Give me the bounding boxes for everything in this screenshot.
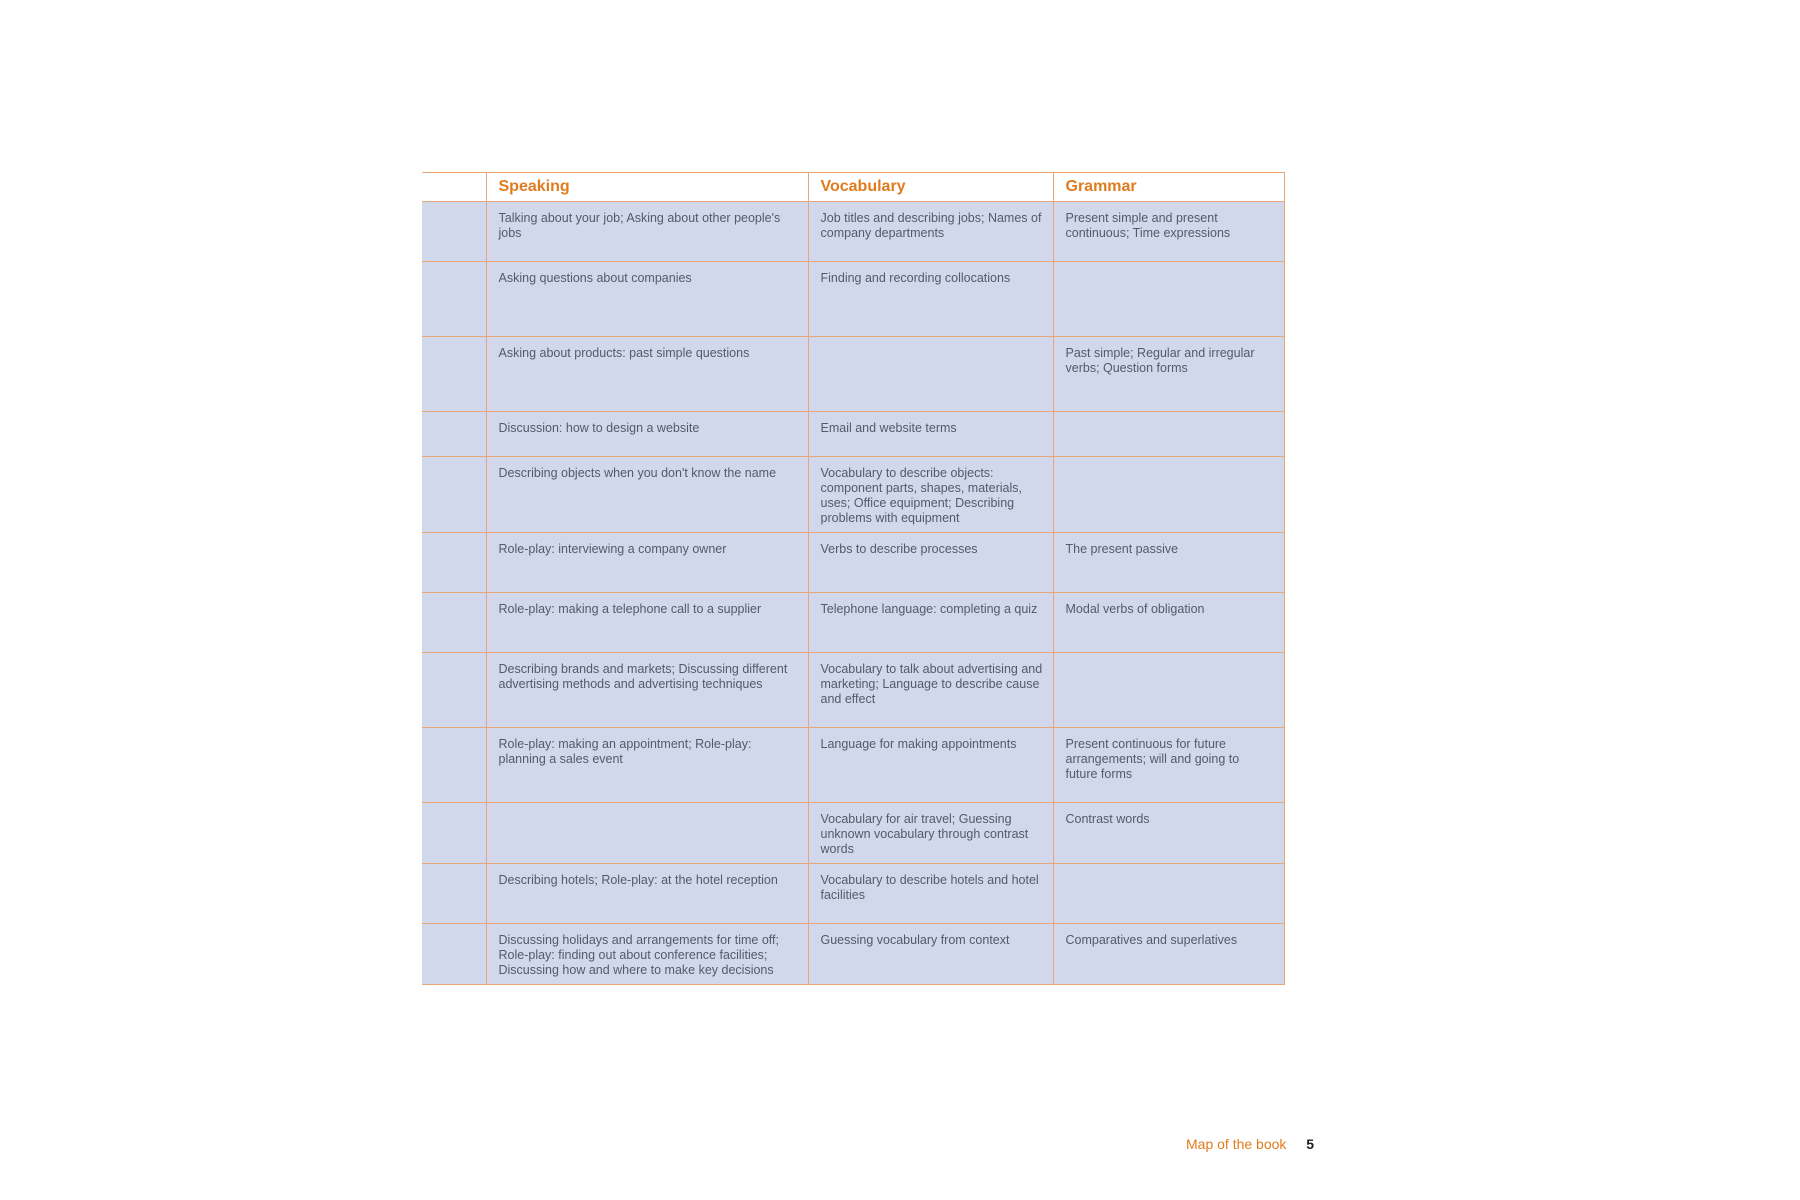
grammar-cell: Present simple and present continuous; Time expressions: [1053, 202, 1284, 262]
vocabulary-cell: Finding and recording collocations: [808, 262, 1053, 337]
vocabulary-cell: Vocabulary for air travel; Guessing unknown vocabulary through contrast words: [808, 803, 1053, 864]
header-row: [422, 173, 1284, 202]
grammar-cell: [1053, 653, 1284, 728]
vocabulary-cell: Vocabulary to describe objects: component parts, shapes, materials, uses; Office equipment; Describing problems with equipment: [808, 457, 1053, 533]
speaking-cell: Talking about your job; Asking about other people's jobs: [486, 202, 808, 262]
grammar-cell: Comparatives and superlatives: [1053, 924, 1284, 985]
unit-cell: [422, 533, 486, 593]
speaking-cell: Discussion: how to design a website: [486, 412, 808, 457]
grammar-cell: [1053, 457, 1284, 533]
speaking-cell: Asking questions about companies: [486, 262, 808, 337]
unit-cell: [422, 337, 486, 412]
vocabulary-cell: Job titles and describing jobs; Names of company departments: [808, 202, 1053, 262]
grammar-cell: [1053, 412, 1284, 457]
unit-header: [422, 173, 486, 202]
speaking-cell: Discussing holidays and arrangements for time off; Role-play: finding out about conference facilities; Discussing how and where to make key decisions: [486, 924, 808, 985]
vocabulary-cell: [808, 337, 1053, 412]
unit-cell: [422, 924, 486, 985]
unit-cell: [422, 457, 486, 533]
table-row: [422, 803, 1284, 864]
unit-cell: [422, 593, 486, 653]
grammar-cell: The present passive: [1053, 533, 1284, 593]
table-row: [422, 262, 1284, 337]
speaking-cell: Role-play: making an appointment; Role-play: planning a sales event: [486, 728, 808, 803]
grammar-cell: [1053, 728, 1284, 803]
speaking-cell: Role-play: interviewing a company owner: [486, 533, 808, 593]
vocabulary-cell: Verbs to describe processes: [808, 533, 1053, 593]
speaking-cell: Asking about products: past simple questions: [486, 337, 808, 412]
speaking-cell: Describing hotels; Role-play: at the hotel reception: [486, 864, 808, 924]
grammar-text: Present continuous for future arrangements; will and going to future forms: [1065, 737, 1240, 781]
unit-cell: [422, 728, 486, 803]
speaking-cell: [486, 803, 808, 864]
vocabulary-cell: Vocabulary to talk about advertising and marketing; Language to describe cause and effect: [808, 653, 1053, 728]
table-row: [422, 728, 1284, 803]
speaking-cell: Describing objects when you don't know the name: [486, 457, 808, 533]
grammar-cell: Contrast words: [1053, 803, 1284, 864]
table-row: [422, 457, 1284, 533]
vocabulary-cell: Language for making appointments: [808, 728, 1053, 803]
footer-label: Map of the book: [1186, 1136, 1287, 1152]
unit-cell: [422, 262, 486, 337]
table-row: [422, 337, 1284, 412]
vocabulary-cell: Vocabulary to describe hotels and hotel facilities: [808, 864, 1053, 924]
unit-cell: [422, 803, 486, 864]
page-footer: [1186, 1136, 1314, 1156]
grammar-cell: [1053, 864, 1284, 924]
speaking-cell: Role-play: making a telephone call to a supplier: [486, 593, 808, 653]
grammar-cell: Modal verbs of obligation: [1053, 593, 1284, 653]
unit-cell: [422, 864, 486, 924]
unit-cell: [422, 202, 486, 262]
table-row: [422, 202, 1284, 262]
grammar-cell: Past simple; Regular and irregular verbs; Question forms: [1053, 337, 1284, 412]
vocabulary-cell: Guessing vocabulary from context: [808, 924, 1053, 985]
grammar-cell: [1053, 262, 1284, 337]
table-row: [422, 653, 1284, 728]
table-row: [422, 593, 1284, 653]
page-number: 5: [1306, 1136, 1315, 1152]
unit-cell: [422, 412, 486, 457]
vocabulary-header: Vocabulary: [808, 173, 1053, 202]
table-row: [422, 533, 1284, 593]
unit-cell: [422, 653, 486, 728]
speaking-header: Speaking: [486, 173, 808, 202]
table-row: [422, 412, 1284, 457]
table-row: [422, 864, 1284, 924]
vocabulary-cell: Telephone language: completing a quiz: [808, 593, 1053, 653]
map-of-book-table: [422, 172, 1285, 985]
table-row: [422, 924, 1284, 985]
vocabulary-cell: Email and website terms: [808, 412, 1053, 457]
grammar-header: Grammar: [1053, 173, 1284, 202]
speaking-cell: Describing brands and markets; Discussing different advertising methods and advertising techniques: [486, 653, 808, 728]
